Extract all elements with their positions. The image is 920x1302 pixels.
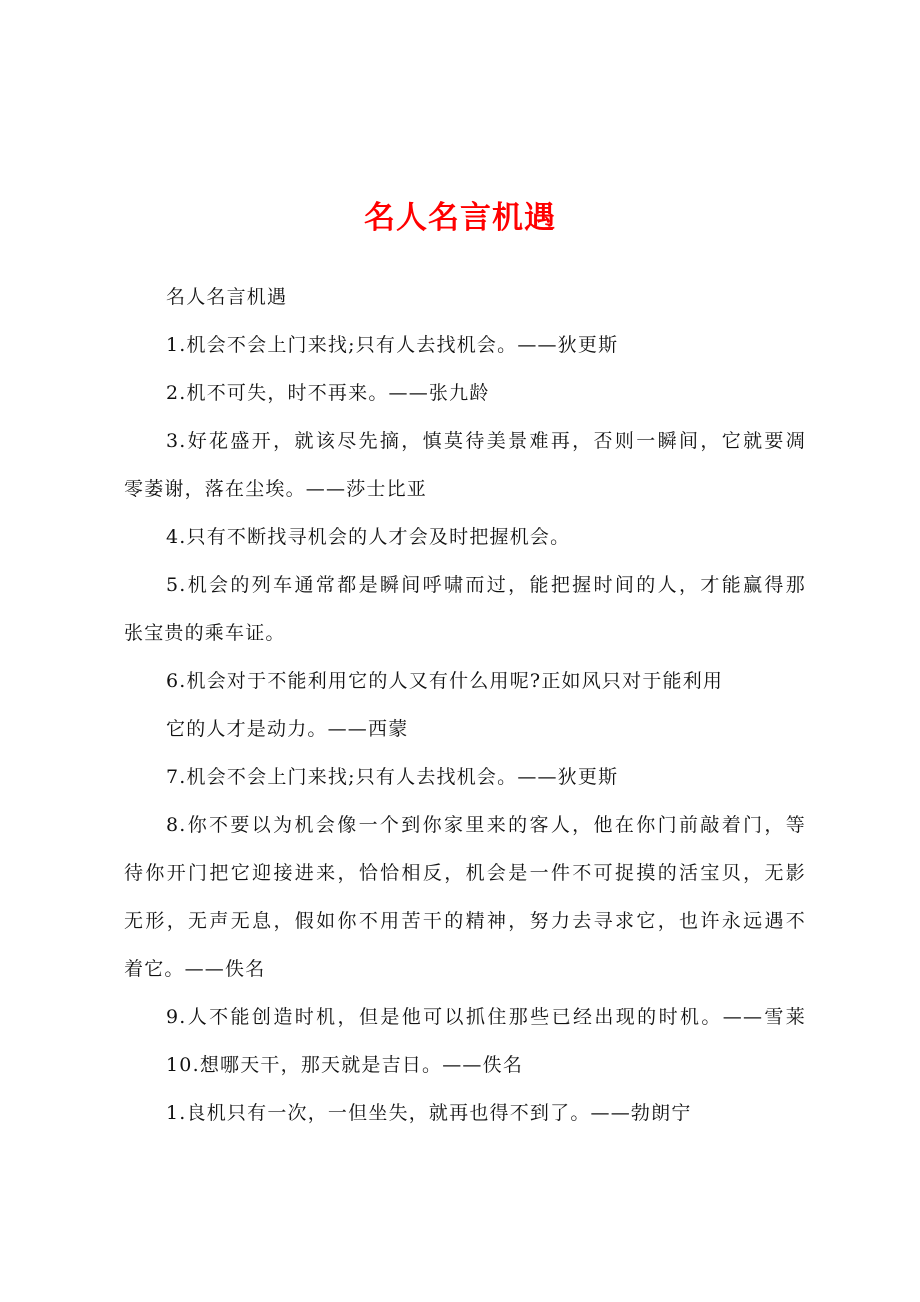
quote-line-1: 1.机会不会上门来找;只有人去找机会。——狄更斯 bbox=[166, 334, 619, 356]
quote-line-5a: 5.机会的列车通常都是瞬间呼啸而过，能把握时间的人，才能赢得那 bbox=[166, 574, 806, 596]
quote-line-11: 1.良机只有一次，一但坐失，就再也得不到了。——勃朗宁 bbox=[166, 1102, 692, 1124]
quote-line-10: 10.想哪天干，那天就是吉日。——佚名 bbox=[166, 1054, 524, 1076]
quote-line-2: 2.机不可失，时不再来。——张九龄 bbox=[166, 382, 490, 404]
quote-line-8c: 无形，无声无息，假如你不用苦干的精神，努力去寻求它，也许永远遇不 bbox=[124, 910, 806, 932]
quote-line-9: 9.人不能创造时机，但是他可以抓住那些已经出现的时机。——雪莱 bbox=[166, 1006, 806, 1028]
document-title: 名人名言机遇 bbox=[364, 200, 556, 236]
quote-line-5b: 张宝贵的乘车证。 bbox=[124, 622, 286, 644]
quote-line-8d: 着它。——佚名 bbox=[124, 958, 266, 980]
quote-line-8a: 8.你不要以为机会像一个到你家里来的客人，他在你门前敲着门，等 bbox=[166, 814, 806, 836]
quote-line-4: 4.只有不断找寻机会的人才会及时把握机会。 bbox=[166, 526, 571, 548]
quote-line-7: 7.机会不会上门来找;只有人去找机会。——狄更斯 bbox=[166, 766, 619, 788]
subtitle-line: 名人名言机遇 bbox=[166, 286, 288, 308]
quote-line-3a: 3.好花盛开，就该尽先摘，慎莫待美景难再，否则一瞬间，它就要凋 bbox=[166, 430, 806, 452]
quote-line-6a: 6.机会对于不能利用它的人又有什么用呢?正如风只对于能利用 bbox=[166, 670, 724, 692]
quote-line-6b: 它的人才是动力。——西蒙 bbox=[166, 718, 409, 740]
quote-line-8b: 待你开门把它迎接进来，恰恰相反，机会是一件不可捉摸的活宝贝，无影 bbox=[124, 862, 806, 884]
quote-line-3b: 零萎谢，落在尘埃。——莎士比亚 bbox=[124, 478, 428, 500]
